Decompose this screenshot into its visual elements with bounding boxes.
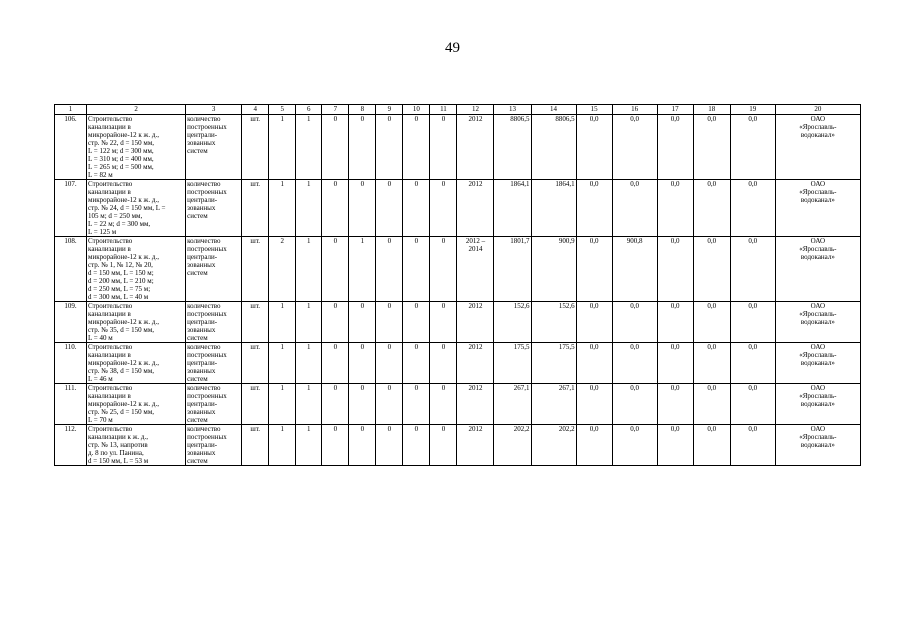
- row-name-line: д. 8 по ул. Панина,: [88, 449, 144, 457]
- row-col16: 0,0: [612, 302, 657, 343]
- row-indicator-line: количество: [187, 115, 221, 123]
- row-col15: 0,0: [576, 343, 612, 384]
- row-indicator-line: систем: [187, 147, 208, 155]
- row-col7: 0: [322, 343, 349, 384]
- row-indicator: [186, 237, 242, 302]
- column-number-7: 7: [322, 105, 349, 115]
- row-indicator-line: централи-: [187, 318, 218, 326]
- row-col10: 0: [403, 384, 430, 425]
- row-col13: 175,5: [494, 343, 531, 384]
- row-year: [457, 237, 494, 302]
- row-year-line: 2012: [468, 343, 483, 351]
- row-col5: 1: [269, 343, 296, 384]
- row-col14: 8806,5: [531, 115, 576, 180]
- row-number: 108.: [55, 237, 87, 302]
- row-name-line: канализации в: [88, 351, 131, 359]
- row-number: 106.: [55, 115, 87, 180]
- row-col19: 0,0: [730, 384, 775, 425]
- row-col6: 1: [296, 302, 322, 343]
- row-col19: 0,0: [730, 302, 775, 343]
- row-col10: 0: [403, 302, 430, 343]
- table-row: [55, 302, 861, 343]
- row-col15: 0,0: [576, 115, 612, 180]
- row-name: [87, 384, 186, 425]
- row-name-line: канализации к ж. д.,: [88, 433, 148, 441]
- row-organization-line: водоканал»: [800, 441, 835, 449]
- row-name-line: канализации в: [88, 392, 131, 400]
- row-col11: 0: [430, 302, 457, 343]
- row-col8: 0: [349, 343, 376, 384]
- row-indicator-line: построенных: [187, 188, 227, 196]
- row-col9: 0: [376, 384, 403, 425]
- row-name-line: стр. № 25, d = 150 мм,: [88, 408, 155, 416]
- column-number-3: 3: [186, 105, 242, 115]
- row-indicator-line: централи-: [187, 253, 218, 261]
- row-organization: [775, 237, 860, 302]
- row-name-line: канализации в: [88, 188, 131, 196]
- row-col16: 0,0: [612, 384, 657, 425]
- row-col10: 0: [403, 425, 430, 466]
- row-col19: 0,0: [730, 343, 775, 384]
- row-year: [457, 425, 494, 466]
- row-name-line: L = 265 м; d = 500 мм,: [88, 163, 154, 171]
- row-number: 110.: [55, 343, 87, 384]
- row-col14: 175,5: [531, 343, 576, 384]
- row-number: 107.: [55, 180, 87, 237]
- row-organization-line: ОАО: [810, 343, 826, 351]
- row-name-line: микрорайоне-12 к ж. д.,: [88, 253, 159, 261]
- row-col18: 0,0: [693, 343, 730, 384]
- table-body: [55, 115, 861, 466]
- row-number: 109.: [55, 302, 87, 343]
- column-number-row: [55, 105, 861, 115]
- column-number-19: 19: [730, 105, 775, 115]
- row-col15: 0,0: [576, 425, 612, 466]
- table-row: [55, 384, 861, 425]
- row-organization-line: ОАО: [810, 384, 826, 392]
- row-col6: 1: [296, 180, 322, 237]
- row-indicator-line: зованных: [187, 139, 216, 147]
- row-col8: 0: [349, 425, 376, 466]
- row-name: [87, 343, 186, 384]
- row-year-line: 2012: [468, 302, 483, 310]
- table-row: [55, 180, 861, 237]
- row-col7: 0: [322, 180, 349, 237]
- row-col6: 1: [296, 115, 322, 180]
- row-col19: 0,0: [730, 237, 775, 302]
- row-unit: шт.: [242, 425, 269, 466]
- table-row: [55, 237, 861, 302]
- row-name-line: L = 40 м: [88, 334, 113, 342]
- row-name-line: канализации в: [88, 310, 131, 318]
- row-indicator: [186, 180, 242, 237]
- row-name-line: микрорайоне-12 к ж. д.,: [88, 196, 159, 204]
- row-col18: 0,0: [693, 384, 730, 425]
- row-organization-line: водоканал»: [800, 318, 835, 326]
- column-number-9: 9: [376, 105, 403, 115]
- row-indicator-line: систем: [187, 416, 208, 424]
- row-col17: 0,0: [657, 237, 693, 302]
- row-col9: 0: [376, 302, 403, 343]
- row-name-line: L = 310 м; d = 400 мм,: [88, 155, 154, 163]
- row-col11: 0: [430, 180, 457, 237]
- row-col18: 0,0: [693, 237, 730, 302]
- row-year: [457, 384, 494, 425]
- row-col18: 0,0: [693, 425, 730, 466]
- row-name-line: d = 250 мм, L = 75 м;: [88, 285, 151, 293]
- row-col8: 1: [349, 237, 376, 302]
- row-col17: 0,0: [657, 115, 693, 180]
- row-indicator-line: централи-: [187, 359, 218, 367]
- row-indicator: [186, 302, 242, 343]
- row-col11: 0: [430, 237, 457, 302]
- row-col9: 0: [376, 425, 403, 466]
- row-name-line: d = 150 мм, L = 53 м: [88, 457, 149, 465]
- row-organization: [775, 425, 860, 466]
- table-row: [55, 425, 861, 466]
- row-name-line: канализации в: [88, 123, 131, 131]
- row-organization-line: «Ярославль-: [799, 245, 837, 253]
- row-organization-line: ОАО: [810, 180, 826, 188]
- row-indicator-line: количество: [187, 302, 221, 310]
- row-col10: 0: [403, 237, 430, 302]
- row-name: [87, 237, 186, 302]
- row-organization-line: ОАО: [810, 425, 826, 433]
- row-col6: 1: [296, 237, 322, 302]
- row-number: 112.: [55, 425, 87, 466]
- row-organization: [775, 302, 860, 343]
- row-organization-line: ОАО: [810, 237, 826, 245]
- row-col7: 0: [322, 384, 349, 425]
- row-col9: 0: [376, 343, 403, 384]
- row-name-line: Строительство: [88, 384, 133, 392]
- row-organization: [775, 384, 860, 425]
- row-unit: шт.: [242, 115, 269, 180]
- row-col15: 0,0: [576, 180, 612, 237]
- row-col14: 1864,1: [531, 180, 576, 237]
- table-header: [55, 105, 861, 115]
- row-col9: 0: [376, 237, 403, 302]
- row-year-line: 2014: [468, 245, 483, 253]
- row-name-line: стр. № 24, d = 150 мм, L =: [88, 204, 166, 212]
- column-number-8: 8: [349, 105, 376, 115]
- row-name-line: L = 125 м: [88, 228, 117, 236]
- row-col9: 0: [376, 180, 403, 237]
- row-indicator-line: построенных: [187, 310, 227, 318]
- row-col15: 0,0: [576, 302, 612, 343]
- row-year-line: 2012 –: [465, 237, 486, 245]
- row-year: [457, 115, 494, 180]
- row-col19: 0,0: [730, 115, 775, 180]
- row-col16: 0,0: [612, 343, 657, 384]
- row-indicator-line: централи-: [187, 196, 218, 204]
- row-col5: 1: [269, 180, 296, 237]
- row-organization: [775, 180, 860, 237]
- row-name-line: L = 22 м; d = 300 мм,: [88, 220, 151, 228]
- row-col17: 0,0: [657, 343, 693, 384]
- column-number-4: 4: [242, 105, 269, 115]
- row-indicator: [186, 384, 242, 425]
- row-col17: 0,0: [657, 180, 693, 237]
- row-indicator-line: систем: [187, 457, 208, 465]
- column-number-13: 13: [494, 105, 531, 115]
- row-name-line: микрорайоне-12 к ж. д.,: [88, 400, 159, 408]
- column-number-16: 16: [612, 105, 657, 115]
- row-unit: шт.: [242, 343, 269, 384]
- row-name-line: L = 82 м: [88, 171, 113, 179]
- row-col5: 1: [269, 425, 296, 466]
- row-indicator-line: систем: [187, 334, 208, 342]
- row-col16: 0,0: [612, 180, 657, 237]
- row-indicator-line: систем: [187, 212, 208, 220]
- column-number-2: 2: [87, 105, 186, 115]
- row-col7: 0: [322, 425, 349, 466]
- row-indicator-line: централи-: [187, 400, 218, 408]
- row-col13: 1801,7: [494, 237, 531, 302]
- row-col16: 0,0: [612, 115, 657, 180]
- row-col18: 0,0: [693, 302, 730, 343]
- row-organization-line: ОАО: [810, 115, 826, 123]
- row-name-line: микрорайоне-12 к ж. д.,: [88, 318, 159, 326]
- row-name-line: Строительство: [88, 302, 133, 310]
- row-name-line: Строительство: [88, 425, 133, 433]
- row-col11: 0: [430, 384, 457, 425]
- row-name-line: стр. № 38, d = 150 мм,: [88, 367, 155, 375]
- row-col11: 0: [430, 425, 457, 466]
- row-organization-line: водоканал»: [800, 131, 835, 139]
- row-name-line: микрорайоне-12 к ж. д.,: [88, 131, 159, 139]
- row-indicator-line: построенных: [187, 245, 227, 253]
- row-col5: 1: [269, 115, 296, 180]
- row-name-line: Строительство: [88, 237, 133, 245]
- row-year-line: 2012: [468, 384, 483, 392]
- row-col11: 0: [430, 343, 457, 384]
- row-col14: 202,2: [531, 425, 576, 466]
- program-table: [54, 104, 861, 466]
- row-name-line: стр. № 1, № 12, № 20,: [88, 261, 153, 269]
- row-col7: 0: [322, 115, 349, 180]
- row-unit: шт.: [242, 180, 269, 237]
- column-number-15: 15: [576, 105, 612, 115]
- row-organization-line: «Ярославль-: [799, 433, 837, 441]
- row-col5: 2: [269, 237, 296, 302]
- row-indicator: [186, 115, 242, 180]
- row-organization: [775, 115, 860, 180]
- row-indicator-line: систем: [187, 375, 208, 383]
- row-name-line: микрорайоне-12 к ж. д.,: [88, 359, 159, 367]
- row-name-line: Строительство: [88, 180, 133, 188]
- row-organization-line: водоканал»: [800, 400, 835, 408]
- row-col19: 0,0: [730, 180, 775, 237]
- row-organization-line: водоканал»: [800, 196, 835, 204]
- row-indicator-line: зованных: [187, 326, 216, 334]
- row-name-line: стр. № 35, d = 150 мм,: [88, 326, 155, 334]
- row-year: [457, 343, 494, 384]
- row-indicator-line: построенных: [187, 392, 227, 400]
- row-col15: 0,0: [576, 384, 612, 425]
- row-name: [87, 115, 186, 180]
- row-organization-line: водоканал»: [800, 359, 835, 367]
- row-year-line: 2012: [468, 425, 483, 433]
- row-indicator-line: зованных: [187, 449, 216, 457]
- row-year-line: 2012: [468, 115, 483, 123]
- row-col14: 900,9: [531, 237, 576, 302]
- row-indicator-line: количество: [187, 425, 221, 433]
- row-col6: 1: [296, 384, 322, 425]
- row-indicator-line: построенных: [187, 433, 227, 441]
- row-col8: 0: [349, 384, 376, 425]
- row-col13: 202,2: [494, 425, 531, 466]
- row-col7: 0: [322, 237, 349, 302]
- row-col15: 0,0: [576, 237, 612, 302]
- row-name-line: канализации в: [88, 245, 131, 253]
- row-name-line: d = 150 мм, L = 150 м;: [88, 269, 154, 277]
- row-col8: 0: [349, 115, 376, 180]
- row-unit: шт.: [242, 302, 269, 343]
- row-col10: 0: [403, 343, 430, 384]
- row-col5: 1: [269, 384, 296, 425]
- row-organization-line: «Ярославль-: [799, 310, 837, 318]
- column-number-12: 12: [457, 105, 494, 115]
- row-organization: [775, 343, 860, 384]
- row-indicator-line: систем: [187, 269, 208, 277]
- row-col6: 1: [296, 425, 322, 466]
- row-unit: шт.: [242, 237, 269, 302]
- row-col18: 0,0: [693, 115, 730, 180]
- row-col16: 900,8: [612, 237, 657, 302]
- row-indicator-line: централи-: [187, 131, 218, 139]
- row-col13: 1864,1: [494, 180, 531, 237]
- row-col10: 0: [403, 115, 430, 180]
- row-year: [457, 180, 494, 237]
- row-organization-line: водоканал»: [800, 253, 835, 261]
- row-name-line: L = 70 м: [88, 416, 113, 424]
- column-number-18: 18: [693, 105, 730, 115]
- row-indicator-line: количество: [187, 237, 221, 245]
- row-col13: 8806,5: [494, 115, 531, 180]
- row-indicator-line: зованных: [187, 261, 216, 269]
- row-col14: 267,1: [531, 384, 576, 425]
- column-number-14: 14: [531, 105, 576, 115]
- row-col17: 0,0: [657, 384, 693, 425]
- page-number: 49: [445, 40, 460, 56]
- row-indicator-line: зованных: [187, 408, 216, 416]
- row-col19: 0,0: [730, 425, 775, 466]
- row-col8: 0: [349, 180, 376, 237]
- row-name-line: стр. № 22, d = 150 мм,: [88, 139, 155, 147]
- row-indicator: [186, 343, 242, 384]
- row-name-line: L = 122 м; d = 300 мм,: [88, 147, 154, 155]
- row-col9: 0: [376, 115, 403, 180]
- column-number-5: 5: [269, 105, 296, 115]
- row-indicator-line: количество: [187, 384, 221, 392]
- row-col11: 0: [430, 115, 457, 180]
- row-number: 111.: [55, 384, 87, 425]
- row-organization-line: «Ярославль-: [799, 188, 837, 196]
- row-col8: 0: [349, 302, 376, 343]
- row-col14: 152,6: [531, 302, 576, 343]
- table-row: [55, 115, 861, 180]
- row-organization-line: «Ярославль-: [799, 351, 837, 359]
- row-year: [457, 302, 494, 343]
- row-year-line: 2012: [468, 180, 483, 188]
- row-indicator-line: построенных: [187, 123, 227, 131]
- row-name-line: 105 м; d = 250 мм,: [88, 212, 143, 220]
- column-number-6: 6: [296, 105, 322, 115]
- column-number-11: 11: [430, 105, 457, 115]
- row-unit: шт.: [242, 384, 269, 425]
- row-indicator-line: зованных: [187, 367, 216, 375]
- row-name: [87, 180, 186, 237]
- row-name-line: d = 200 мм, L = 210 м;: [88, 277, 154, 285]
- row-indicator-line: количество: [187, 180, 221, 188]
- row-col5: 1: [269, 302, 296, 343]
- row-organization-line: «Ярославль-: [799, 392, 837, 400]
- row-col7: 0: [322, 302, 349, 343]
- table-row: [55, 343, 861, 384]
- row-indicator-line: централи-: [187, 441, 218, 449]
- row-indicator: [186, 425, 242, 466]
- row-name-line: d = 300 мм, L = 40 м: [88, 293, 149, 301]
- row-organization-line: ОАО: [810, 302, 826, 310]
- row-col10: 0: [403, 180, 430, 237]
- row-indicator-line: зованных: [187, 204, 216, 212]
- row-col18: 0,0: [693, 180, 730, 237]
- row-col16: 0,0: [612, 425, 657, 466]
- row-col6: 1: [296, 343, 322, 384]
- row-col17: 0,0: [657, 425, 693, 466]
- row-organization-line: «Ярославль-: [799, 123, 837, 131]
- row-col17: 0,0: [657, 302, 693, 343]
- column-number-1: 1: [55, 105, 87, 115]
- row-name: [87, 425, 186, 466]
- row-col13: 267,1: [494, 384, 531, 425]
- row-name-line: Строительство: [88, 115, 133, 123]
- column-number-20: 20: [775, 105, 860, 115]
- row-col13: 152,6: [494, 302, 531, 343]
- row-name-line: стр. № 13, напротив: [88, 441, 148, 449]
- row-name: [87, 302, 186, 343]
- row-indicator-line: построенных: [187, 351, 227, 359]
- row-indicator-line: количество: [187, 343, 221, 351]
- column-number-10: 10: [403, 105, 430, 115]
- row-name-line: Строительство: [88, 343, 133, 351]
- column-number-17: 17: [657, 105, 693, 115]
- row-name-line: L = 46 м: [88, 375, 113, 383]
